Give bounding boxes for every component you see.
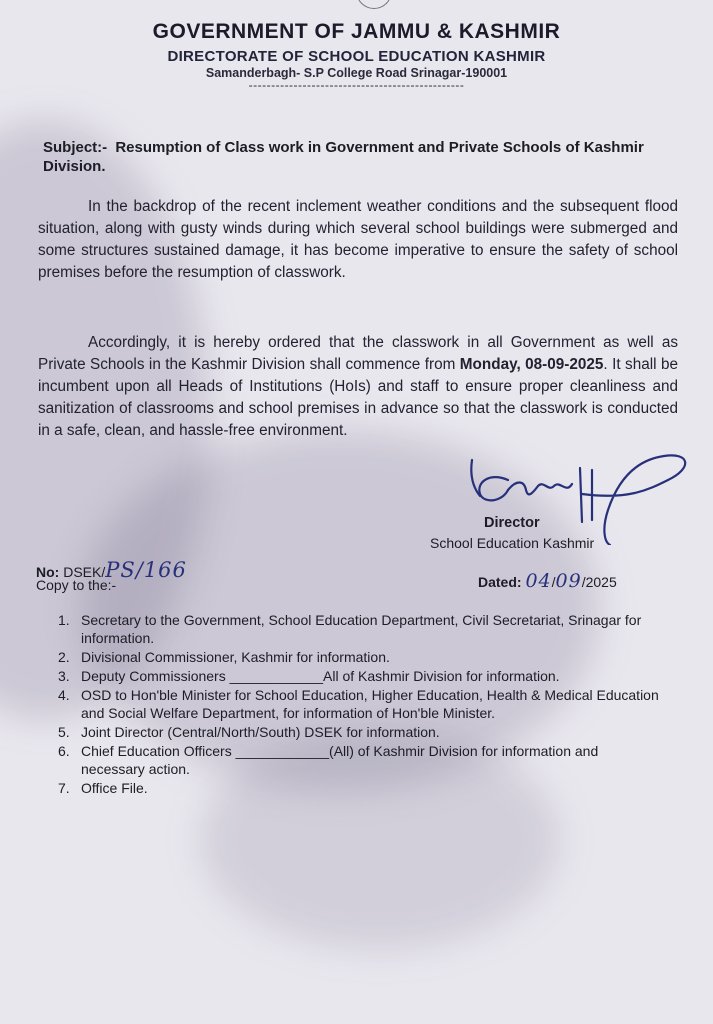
list-item-number: 5. bbox=[58, 724, 70, 740]
list-item-text: OSD to Hon'ble Minister for School Education, Higher Education, Health & Medical Education and Social Welfare Department, for information of Hon'ble Minister. bbox=[81, 687, 659, 721]
paragraph-2 bbox=[38, 332, 678, 442]
reference-label: No: bbox=[36, 564, 60, 580]
list-item-number: 7. bbox=[58, 780, 70, 796]
list-item-text: Divisional Commissioner, Kashmir for information. bbox=[81, 649, 390, 665]
copy-list bbox=[58, 611, 660, 798]
paragraph-2-before: Accordingly, it is hereby ordered that the classwork in all Government as well as Private Schools in the Kashmir Division shall commence from bbox=[38, 334, 678, 373]
dated-day: 04 bbox=[525, 570, 552, 592]
paragraph-2-date: Monday, 08-09-2025 bbox=[459, 356, 604, 373]
list-item-text: Chief Education Officers ____________(All) of Kashmir Division for information and necessary action. bbox=[81, 743, 599, 777]
dated-year: 2025 bbox=[585, 574, 617, 590]
list-item-text: Secretary to the Government, School Education Department, Civil Secretariat, Srinagar for information. bbox=[81, 612, 642, 646]
paragraph-2-after: . It shall be incumbent upon all Heads of Institutions (HoIs) and staff to ensure proper cleanliness and sanitization of classrooms and school premises in advance so that the classwork is conducted in a safe, clean, and hassle-free environment. bbox=[38, 356, 678, 439]
list-item bbox=[58, 611, 660, 647]
header-directorate: DIRECTORATE OF SCHOOL EDUCATION KASHMIR bbox=[167, 48, 546, 65]
list-item bbox=[58, 667, 660, 685]
dated-line: Dated: 04/09/2025 bbox=[478, 570, 617, 592]
list-item-number: 1. bbox=[58, 612, 70, 628]
header-government: GOVERNMENT OF JAMMU & KASHMIR bbox=[152, 20, 561, 43]
list-item bbox=[58, 723, 660, 741]
list-item-number: 6. bbox=[58, 743, 70, 759]
subject-label: Subject:- bbox=[43, 139, 108, 156]
list-item bbox=[58, 648, 660, 666]
list-item-text: Deputy Commissioners ____________All of Kashmir Division for information. bbox=[81, 668, 560, 684]
list-item bbox=[58, 742, 660, 778]
list-item-number: 3. bbox=[58, 668, 70, 684]
header-rule: ------------------------------------------------ bbox=[248, 78, 465, 92]
dated-label: Dated: bbox=[478, 574, 522, 590]
list-item-text: Office File. bbox=[81, 780, 148, 796]
list-item-number: 2. bbox=[58, 649, 70, 665]
subject-line bbox=[43, 138, 685, 176]
list-item bbox=[58, 686, 660, 722]
reference-handwritten-number: PS/166 bbox=[105, 558, 187, 582]
subject-text: Resumption of Class work in Government and Private Schools of Kashmir Division. bbox=[43, 139, 644, 175]
list-item bbox=[58, 779, 660, 797]
copy-to-label: Copy to the:- bbox=[36, 577, 117, 593]
signatory-title: Director bbox=[484, 515, 540, 531]
signatory-department: School Education Kashmir bbox=[430, 535, 595, 551]
list-item-text: Joint Director (Central/North/South) DSEK for information. bbox=[81, 724, 440, 740]
paragraph-1: In the backdrop of the recent inclement weather conditions and the subsequent flood situation, along with gusty winds during which several school buildings were submerged and some structures sustained damage, it has become imperative to ensure the safety of school premises before the resumption of classwork. bbox=[38, 198, 678, 281]
reference-prefix: DSEK/ bbox=[63, 564, 106, 580]
header-address: Samanderbagh- S.P College Road Srinagar-190001 bbox=[205, 66, 508, 80]
dated-month: 09 bbox=[555, 570, 582, 592]
list-item-number: 4. bbox=[58, 687, 70, 703]
government-emblem-icon bbox=[356, 0, 392, 9]
